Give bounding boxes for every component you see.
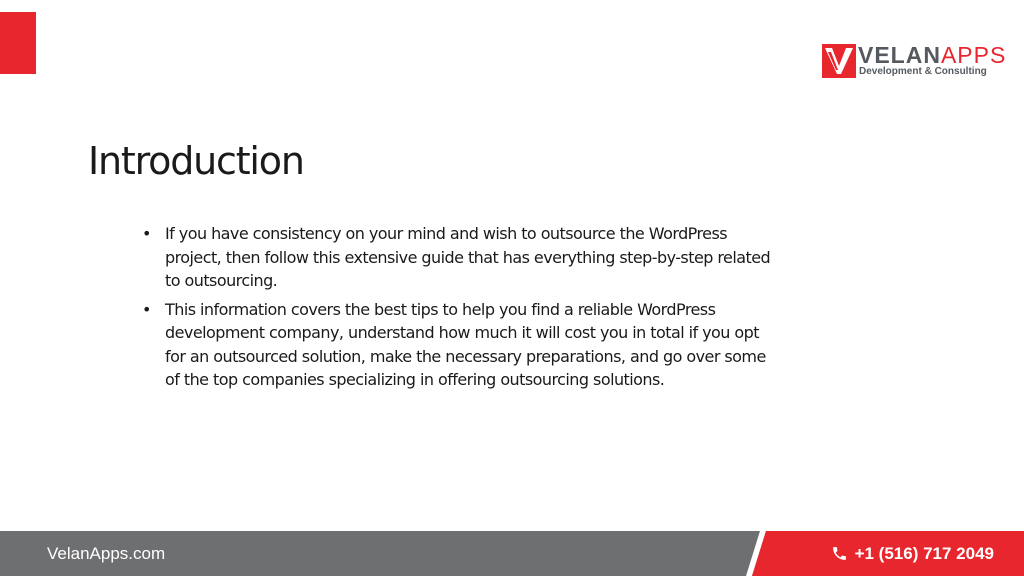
phone-number: +1 (516) 717 2049 [854, 544, 994, 563]
phone-icon [831, 545, 848, 562]
bullet-dot: • [142, 224, 151, 243]
slide-title: Introduction [88, 139, 304, 183]
company-logo[interactable] [822, 42, 1007, 80]
logo-wordmark [858, 44, 1006, 66]
footer-bar [0, 531, 1024, 576]
logo-text [858, 44, 1006, 78]
bullet-item [142, 222, 782, 293]
accent-bar [0, 12, 36, 74]
bullet-list [142, 222, 782, 397]
bullet-text: This information covers the best tips to help you find a reliable WordPress development company, understand how much it will cost you in total if you opt for an outsourced solution, make the necessary preparations, and go over some of the top companies specializing in offering outsourcing solutions. [165, 299, 766, 389]
bullet-text: If you have consistency on your mind and wish to outsource the WordPress project, then follow this extensive guide that has everything step-by-step related to outsourcing. [165, 224, 771, 290]
bullet-item [142, 298, 782, 392]
logo-wordmark-velan: VELAN [858, 42, 941, 68]
website-link[interactable]: VelanApps.com [47, 544, 166, 563]
bullet-dot: • [142, 299, 151, 319]
phone-link[interactable] [831, 531, 994, 576]
logo-tagline: Development & Consulting [859, 66, 987, 77]
logo-wordmark-apps: APPS [940, 42, 1007, 68]
logo-v-mark-icon [822, 44, 856, 78]
